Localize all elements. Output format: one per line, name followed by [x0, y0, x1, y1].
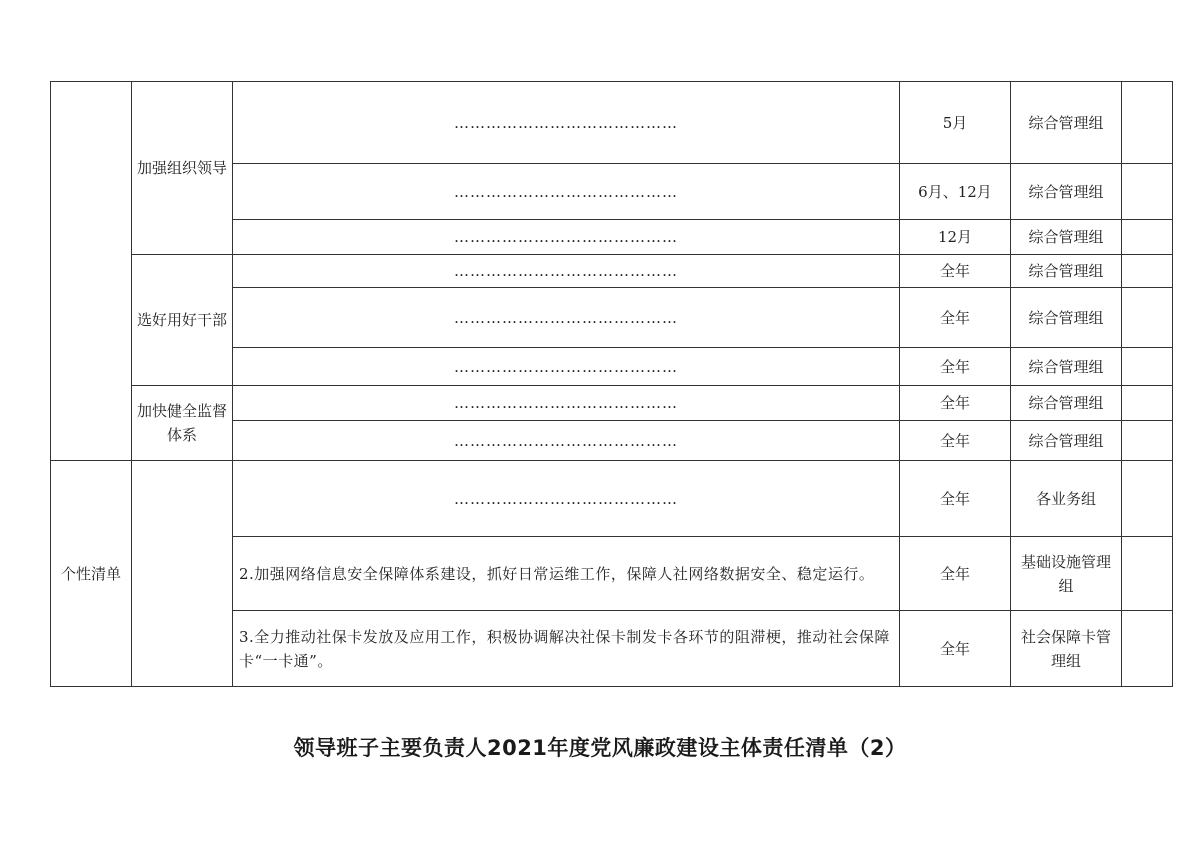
task-cell: ……………………………………	[233, 164, 900, 220]
dept-cell: 综合管理组	[1011, 288, 1122, 348]
blank-cell	[1122, 461, 1173, 537]
dept-cell: 综合管理组	[1011, 255, 1122, 288]
section-label	[51, 82, 132, 461]
time-cell: 全年	[900, 421, 1011, 461]
dept-cell: 社会保障卡管理组	[1011, 611, 1122, 687]
time-cell: 全年	[900, 461, 1011, 537]
time-cell: 6月、12月	[900, 164, 1011, 220]
blank-cell	[1122, 611, 1173, 687]
task-cell: ……………………………………	[233, 421, 900, 461]
dept-cell: 基础设施管理组	[1011, 537, 1122, 611]
time-cell: 全年	[900, 255, 1011, 288]
time-cell: 全年	[900, 611, 1011, 687]
blank-cell	[1122, 386, 1173, 421]
time-cell: 12月	[900, 220, 1011, 255]
blank-cell	[1122, 164, 1173, 220]
blank-cell	[1122, 348, 1173, 386]
blank-cell	[1122, 421, 1173, 461]
dept-cell: 综合管理组	[1011, 164, 1122, 220]
dept-cell: 综合管理组	[1011, 348, 1122, 386]
time-cell: 全年	[900, 288, 1011, 348]
dept-cell: 综合管理组	[1011, 386, 1122, 421]
dept-cell: 各业务组	[1011, 461, 1122, 537]
blank-cell	[1122, 255, 1173, 288]
blank-cell	[1122, 82, 1173, 164]
task-cell: ……………………………………	[233, 82, 900, 164]
task-cell: ……………………………………	[233, 348, 900, 386]
task-cell: ……………………………………	[233, 288, 900, 348]
table-row	[51, 255, 1173, 288]
category-cell: 加强组织领导	[132, 82, 233, 255]
task-cell: ……………………………………	[233, 220, 900, 255]
table-row	[51, 386, 1173, 421]
blank-cell	[1122, 537, 1173, 611]
document-title: 领导班子主要负责人2021年度党风廉政建设主体责任清单（2）	[293, 736, 907, 760]
dept-cell: 综合管理组	[1011, 421, 1122, 461]
task-cell: ……………………………………	[233, 255, 900, 288]
category-cell: 选好用好干部	[132, 255, 233, 386]
dept-cell: 综合管理组	[1011, 220, 1122, 255]
task-cell: ……………………………………	[233, 386, 900, 421]
table-row	[51, 461, 1173, 537]
time-cell: 全年	[900, 386, 1011, 421]
task-cell: 2.加强网络信息安全保障体系建设，抓好日常运维工作，保障人社网络数据安全、稳定运行。	[233, 537, 900, 611]
time-cell: 5月	[900, 82, 1011, 164]
dept-cell: 综合管理组	[1011, 82, 1122, 164]
category-cell	[132, 461, 233, 687]
task-cell: ……………………………………	[233, 461, 900, 537]
task-cell: 3.全力推动社保卡发放及应用工作，积极协调解决社保卡制发卡各环节的阻滞梗，推动社会保障卡“一卡通”。	[233, 611, 900, 687]
blank-cell	[1122, 288, 1173, 348]
time-cell: 全年	[900, 348, 1011, 386]
table-row	[51, 82, 1173, 164]
responsibility-table	[50, 81, 1173, 687]
category-cell: 加快健全监督体系	[132, 386, 233, 461]
blank-cell	[1122, 220, 1173, 255]
time-cell: 全年	[900, 537, 1011, 611]
section-label: 个性清单	[51, 461, 132, 687]
